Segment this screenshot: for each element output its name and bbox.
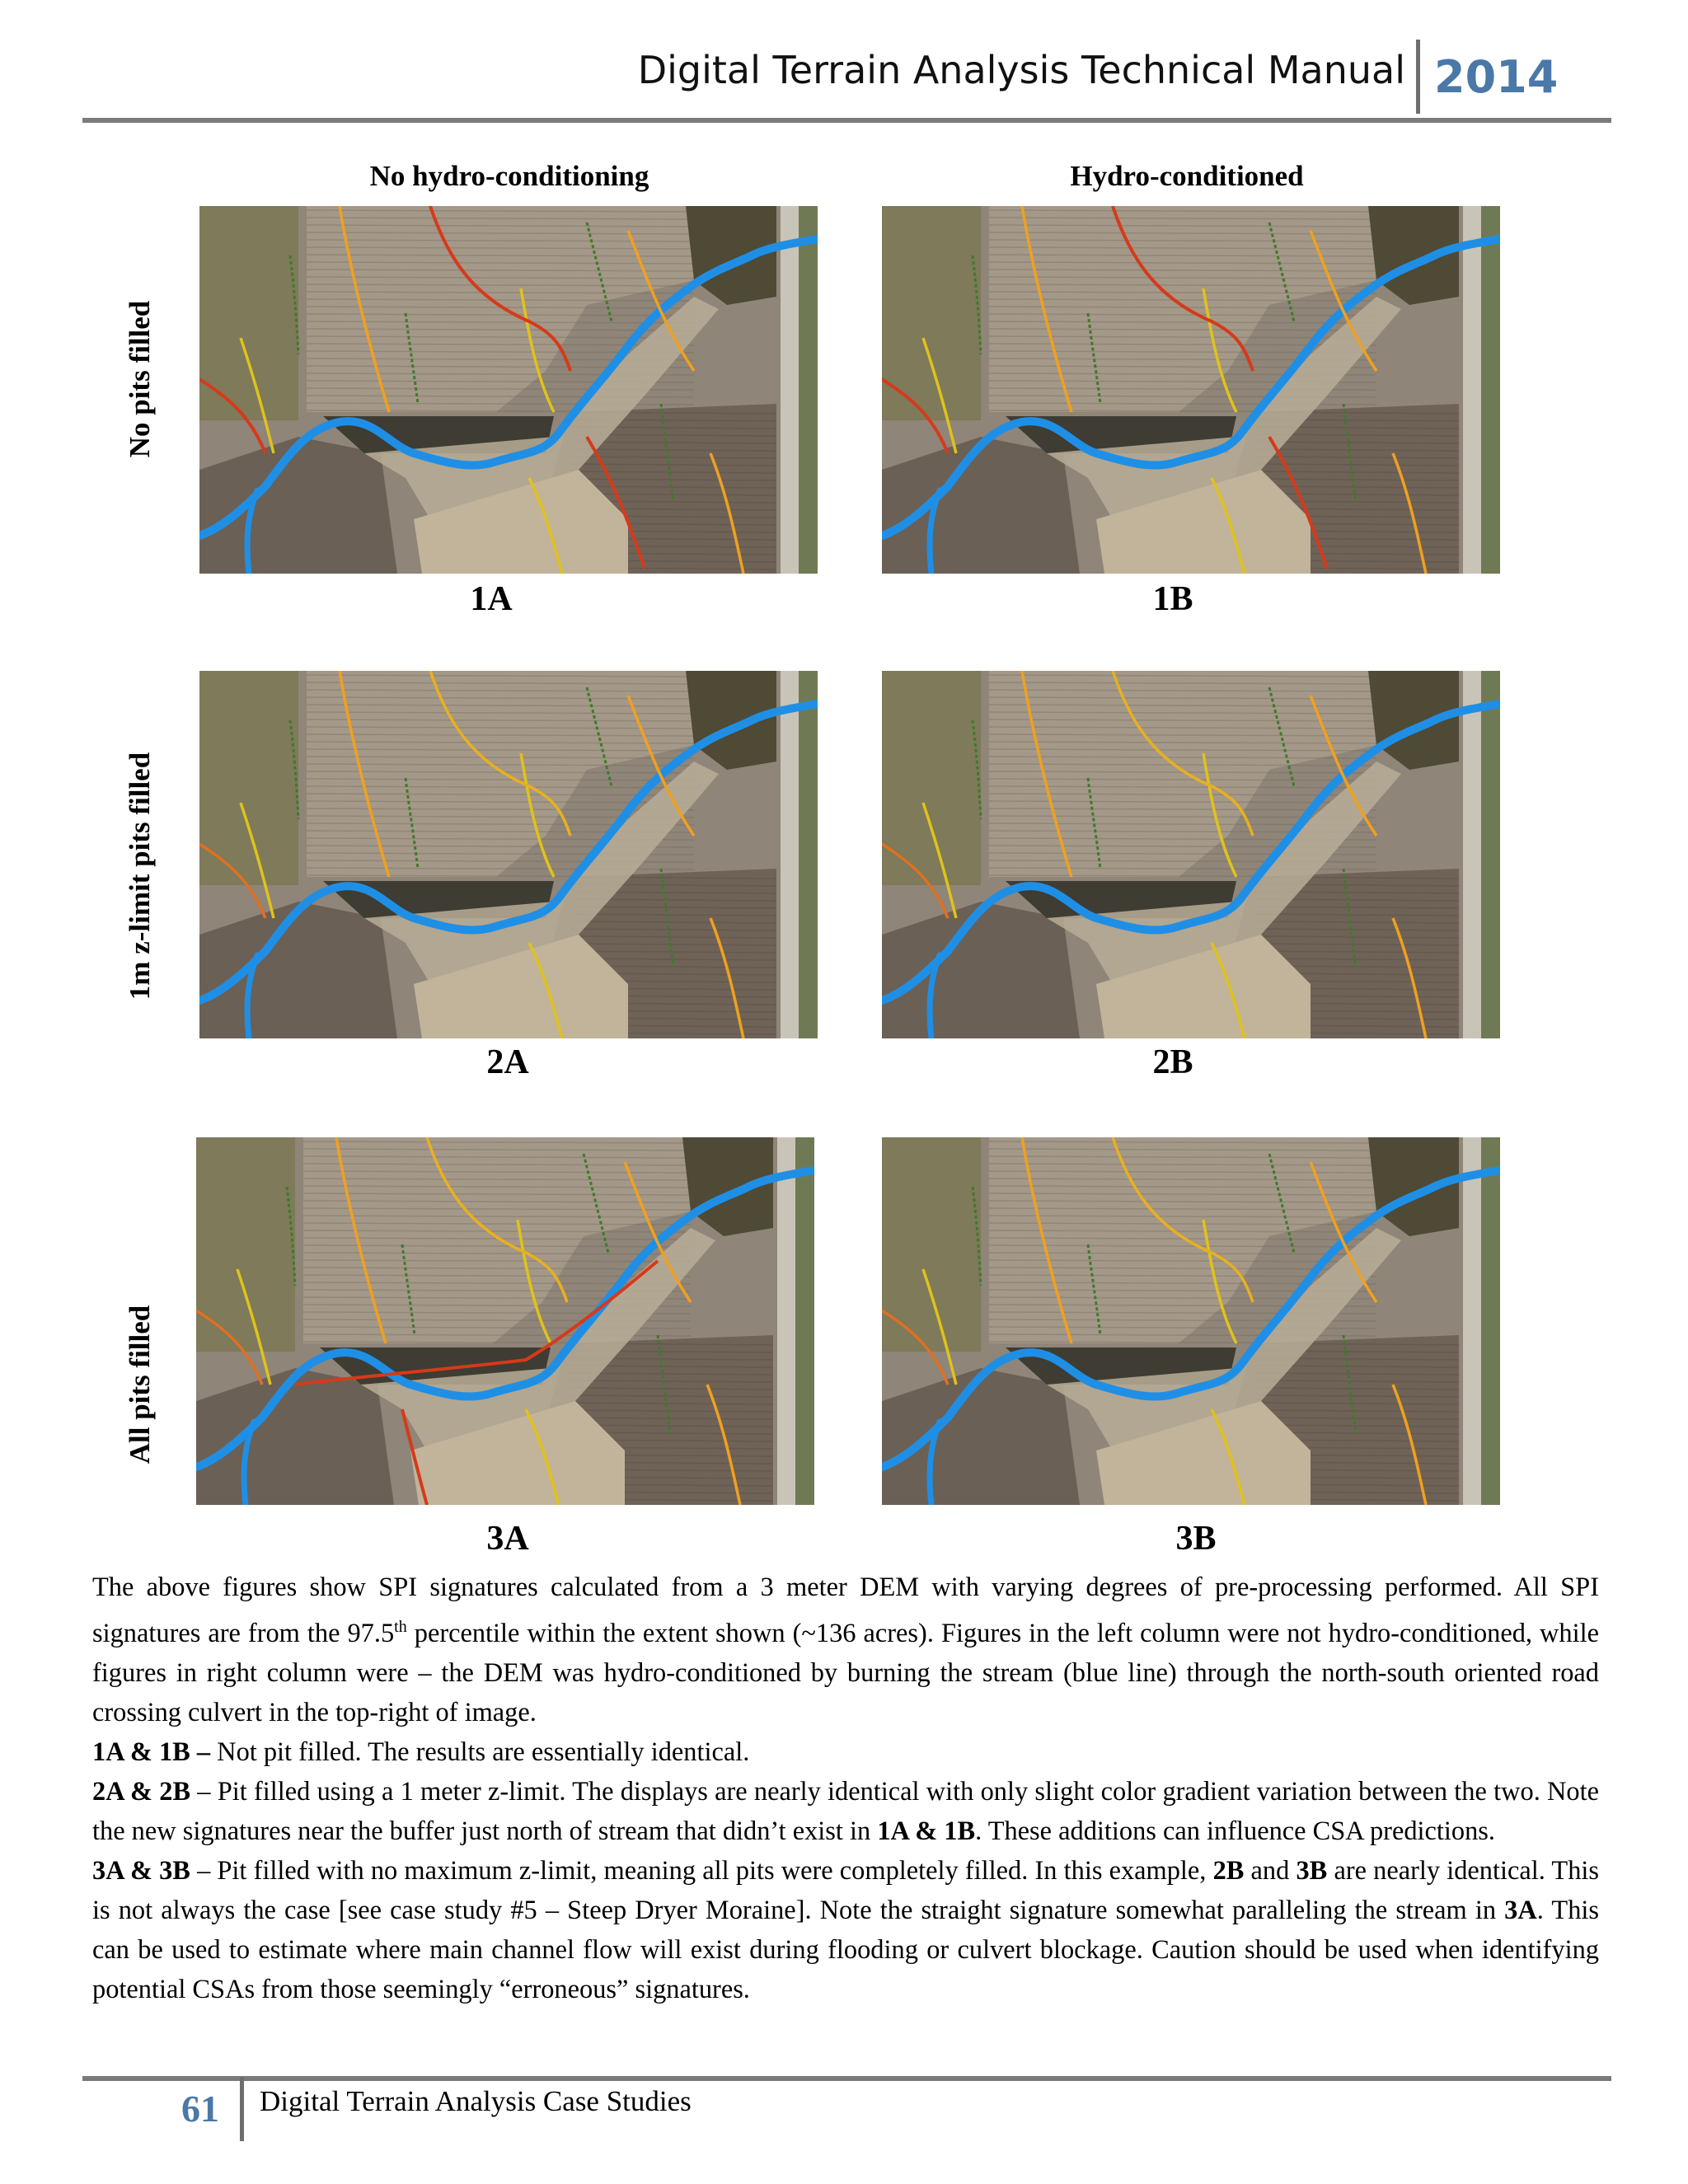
intro-text-b: percentile within the extent shown (~136 acres). Figures in the left column were not hydro-conditioned, while figures in right column were – the DEM was hydro-conditioned by burning the stream (blue line) through the north-south oriented road crossing culvert in the top-right of image. xyxy=(92,1618,1600,1727)
map-panel-3a xyxy=(196,1137,814,1505)
column-header-no-hydro: No hydro-conditioning xyxy=(369,160,649,192)
panel-label-1a: 1A xyxy=(470,580,513,618)
map-panel-1a xyxy=(199,206,818,574)
panel-label-3a: 3A xyxy=(486,1520,529,1558)
p4-text-a: – Pit filled with no maximum z-limit, meaning all pits were completely filled. In this example, xyxy=(190,1855,1213,1886)
panel-label-2a: 2A xyxy=(486,1043,529,1081)
paragraph-2a2b xyxy=(92,1772,1599,1851)
intro-text-a: The above figures show SPI signatures calculated from a 3 meter DEM with varying degrees of pre-processing performed. All SPI signatures are from the 97.5 xyxy=(92,1572,1599,1648)
map-panel-3b xyxy=(882,1137,1500,1505)
footer-page-number: 61 xyxy=(181,2088,219,2130)
p2-bold: 1A & 1B – xyxy=(92,1736,211,1767)
panel-label-3b: 3B xyxy=(1175,1520,1217,1558)
p3-text-a: – Pit filled using a 1 meter z-limit. The displays are nearly identical with only slight color gradient variation between the two. Note the new signatures near the buffer just north of stream that didn’t exist in xyxy=(92,1776,1599,1846)
p3-text-b: . These additions can influence CSA predictions. xyxy=(975,1816,1495,1846)
footer-rule xyxy=(82,2076,1611,2081)
header-rule xyxy=(82,118,1611,123)
p2-text: Not pit filled. The results are essentially identical. xyxy=(210,1736,750,1767)
p3-bold: 2A & 2B xyxy=(92,1776,191,1807)
paragraph-1a1b xyxy=(92,1732,1599,1772)
map-panel-2a xyxy=(199,671,818,1038)
header-year: 2014 xyxy=(1434,51,1559,103)
column-header-hydro: Hydro-conditioned xyxy=(1070,160,1304,192)
p4-bold3: 3B xyxy=(1296,1855,1328,1886)
header-title: Digital Terrain Analysis Technical Manual xyxy=(637,48,1405,92)
header-divider xyxy=(1416,40,1420,114)
row-label-no-pits: No pits filled xyxy=(124,300,156,458)
intro-superscript: th xyxy=(394,1618,407,1636)
p3-bold2: 1A & 1B xyxy=(877,1816,976,1846)
body-text xyxy=(92,1568,1599,2009)
panel-label-2b: 2B xyxy=(1152,1043,1193,1081)
footer-title: Digital Terrain Analysis Case Studies xyxy=(260,2085,692,2117)
footer-divider xyxy=(240,2077,244,2141)
paragraph-3a3b xyxy=(92,1851,1599,2009)
p4-bold2: 2B xyxy=(1212,1855,1245,1886)
p4-text-c: are nearly identical. This is not always the case [see case study #5 – Steep Dryer Moraine]. Note the straight signature somewhat paralleling the stream in xyxy=(92,1855,1600,1925)
p4-bold: 3A & 3B xyxy=(92,1855,190,1886)
map-panel-1b xyxy=(882,206,1500,574)
p4-bold4: 3A xyxy=(1504,1895,1537,1925)
p4-text-d: . This can be used to estimate where main channel flow will exist during flooding or culvert blockage. Caution should be used when identifying potential CSAs from those seemingly “erroneous” signatures. xyxy=(92,1895,1599,2004)
p4-text-b: and xyxy=(1244,1855,1296,1886)
paragraph-intro xyxy=(92,1568,1599,1732)
row-label-all-pits: All pits filled xyxy=(124,1305,156,1465)
map-panel-2b xyxy=(882,671,1500,1038)
row-label-1m-pits: 1m z-limit pits filled xyxy=(124,752,156,1001)
panel-label-1b: 1B xyxy=(1152,580,1193,618)
